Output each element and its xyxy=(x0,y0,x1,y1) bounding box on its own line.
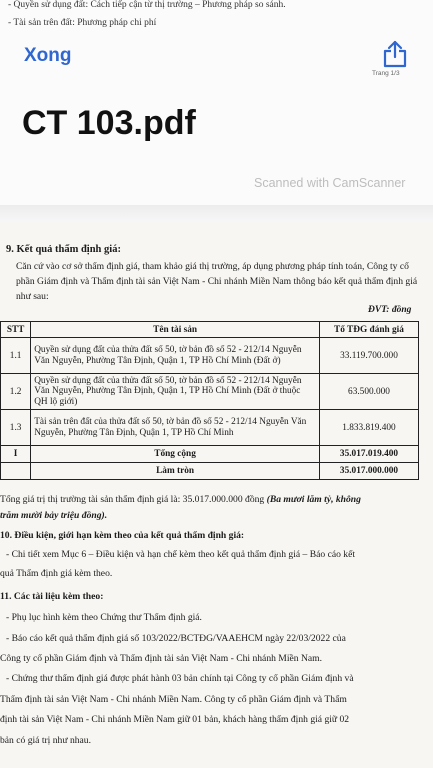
table-row xyxy=(1,410,419,446)
col-header: Tên tài sản xyxy=(31,322,320,338)
row-asset-name: Tài sản trên đất của thửa đất số 50, tờ bản đồ số 52 - 212/14 Nguyễn Văn Nguyễn, Phường Tân Định, Quận 1, TP Hồ Chí Minh xyxy=(31,410,320,446)
section-9-paragraph: Căn cứ vào cơ sở thẩm định giá, tham khảo giá thị trường, áp dụng phương pháp tính toán, Công ty cổ phần Giám định và Thẩm định tài sản Việt Nam - Chi nhánh Miền Nam thông báo kết quả thẩm định giá như sau: xyxy=(16,261,418,302)
section-9-heading: 9. Kết quả thẩm định giá: xyxy=(6,244,121,255)
camscanner-watermark: Scanned with CamScanner xyxy=(254,176,406,190)
unit-label: ĐVT: đồng xyxy=(368,305,412,315)
prev-line: - Tài sản trên đất: Phương pháp chi phí xyxy=(8,18,157,28)
rounded-row xyxy=(1,463,419,480)
file-title: CT 103.pdf xyxy=(22,104,196,142)
share-icon[interactable] xyxy=(382,40,408,68)
table-row xyxy=(1,338,419,374)
section-10-text: quả Thẩm định giá kèm theo. xyxy=(0,568,113,579)
viewer-header xyxy=(0,0,433,205)
row-stt: 1.2 xyxy=(1,374,31,410)
total-sentence xyxy=(0,494,361,505)
attachment-item: - Báo cáo kết quả thẩm định giá số 103/2022/BCTĐG/VAAEHCM ngày 22/03/2022 của xyxy=(6,633,346,644)
valuation-table xyxy=(0,321,419,480)
row-stt: 1.1 xyxy=(1,338,31,374)
prev-line: - Quyền sử dụng đất: Cách tiếp cận từ thị trường – Phương pháp so sánh. xyxy=(8,0,286,10)
row-asset-name: Quyền sử dụng đất của thửa đất số 50, tờ bản đồ số 52 - 212/14 Nguyễn Văn Nguyễn, Phường Tân Định, Quận 1, TP Hồ Chí Minh (Đất ở thuộc QH lộ giới) xyxy=(31,374,320,410)
total-value: 35.017.019.400 xyxy=(319,446,418,463)
rounded-value: 35.017.000.000 xyxy=(319,463,418,480)
attachment-item: - Chứng thư thẩm định giá được phát hành 03 bản chính tại Công ty cổ phần Giám định và xyxy=(6,673,354,684)
row-value: 33.119.700.000 xyxy=(319,338,418,374)
row-stt: 1.3 xyxy=(1,410,31,446)
page-gap xyxy=(0,205,433,221)
col-header: STT xyxy=(1,322,31,338)
rounded-label: Làm tròn xyxy=(31,463,320,480)
section-10-text: - Chi tiết xem Mục 6 – Điều kiện và hạn chế kèm theo kết quả thẩm định giá – Báo cáo kết xyxy=(6,549,356,560)
previous-page-snippet xyxy=(8,0,286,32)
table-row xyxy=(1,374,419,410)
row-value: 63.500.000 xyxy=(319,374,418,410)
table-header-row xyxy=(1,322,419,338)
total-sentence-cont: trăm mười bảy triệu đồng). xyxy=(0,510,108,521)
total-sentence-main: Tổng giá trị thị trường tài sản thẩm định giá là: 35.017.000.000 đồng xyxy=(0,494,265,505)
row-value: 1.833.819.400 xyxy=(319,410,418,446)
total-row xyxy=(1,446,419,463)
total-sentence-words: (Ba mươi lăm tỷ, không xyxy=(266,494,361,505)
attachment-item: định tài sản Việt Nam - Chi nhánh Miền Nam giữ 01 bản, khách hàng thẩm định giá giữ 02 xyxy=(0,714,350,725)
total-stt: I xyxy=(1,446,31,463)
section-11-heading: 11. Các tài liệu kèm theo: xyxy=(0,591,104,602)
total-label: Tổng cộng xyxy=(31,446,320,463)
page-indicator: Trang 1/3 xyxy=(372,70,400,77)
attachment-item: Thẩm định tài sản Việt Nam - Chi nhánh Miền Nam. Công ty cổ phần Giám định và Thẩm xyxy=(0,694,347,705)
rounded-stt xyxy=(1,463,31,480)
section-10-heading: 10. Điều kiện, giới hạn kèm theo của kết quả thẩm định giá: xyxy=(0,530,245,541)
col-header: Tổ TĐG đánh giá xyxy=(319,322,418,338)
done-button[interactable]: Xong xyxy=(24,45,72,66)
attachment-item: - Phụ lục hình kèm theo Chứng thư Thẩm định giá. xyxy=(6,612,202,623)
attachment-item: bản có giá trị như nhau. xyxy=(0,735,91,746)
attachment-item: Công ty cổ phần Giám định và Thẩm định tài sản Việt Nam - Chi nhánh Miền Nam. xyxy=(0,653,323,664)
row-asset-name: Quyền sử dụng đất của thửa đất số 50, tờ bản đồ số 52 - 212/14 Nguyễn Văn Nguyễn, Phường Tân Định, Quận 1, TP Hồ Chí Minh (Đất ở) xyxy=(31,338,320,374)
